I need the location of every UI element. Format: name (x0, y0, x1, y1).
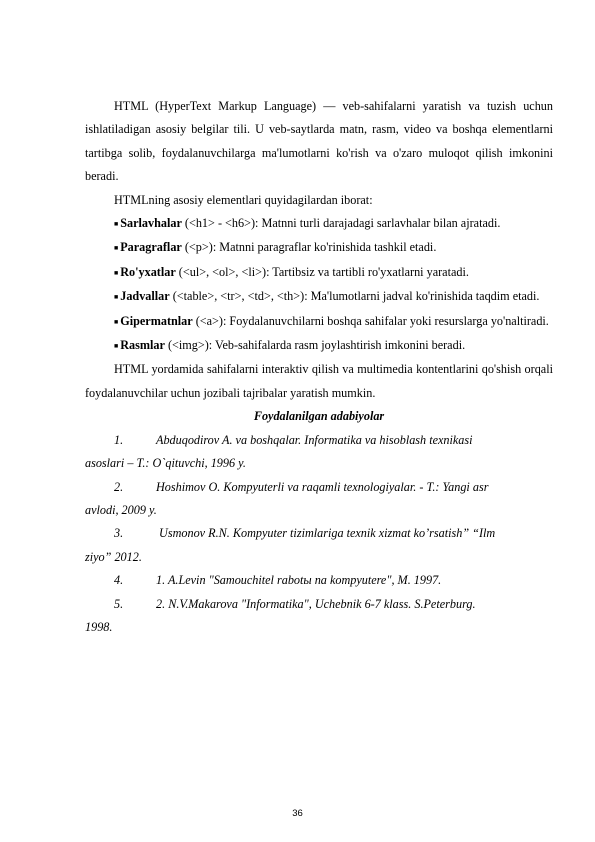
reference-continuation: avlodi, 2009 y. (85, 502, 157, 517)
reference-number: 5. (114, 596, 124, 611)
elements-bullet-list (85, 212, 553, 358)
bullet-icon: ■ (114, 342, 119, 351)
bullet-term: Rasmlar (120, 338, 165, 353)
bullet-item (85, 212, 553, 236)
bullet-item (85, 236, 553, 260)
bullet-term: Jadvallar (120, 289, 170, 304)
reference-item (85, 593, 553, 616)
reference-text: 2. N.V.Makarova "Informatika", Uchebnik 6-7 klass. S.Peterburg. (156, 596, 476, 611)
bullet-item (85, 310, 553, 334)
bullet-desc: (<table>, <tr>, <td>, <th>): Ma'lumotlarni jadval ko'rinishida taqdim etadi. (169, 289, 540, 304)
reference-text: Usmonov R.N. Kompyuter tizimlariga texnik xizmat ko’rsatish” “Ilm (156, 526, 496, 541)
bullet-term: Paragraflar (120, 240, 182, 255)
reference-item (85, 476, 553, 499)
bullet-desc: (<ul>, <ol>, <li>): Tartibsiz va tartibli ro'yxatlarni yaratadi. (175, 264, 469, 279)
bullet-desc: (<a>): Foydalanuvchilarni boshqa sahifalar yoki resurslarga yo'naltiradi. (192, 313, 549, 328)
reference-continuation: asoslari – T.: O`qituvchi, 1996 y. (85, 456, 246, 471)
reference-text: 1. A.Levin "Samouchitel rabotы na kompyutere", M. 1997. (156, 573, 442, 588)
bullet-icon: ■ (114, 220, 119, 229)
document-page (85, 95, 553, 639)
bullet-item (85, 261, 553, 285)
bullet-desc: (<img>): Veb-sahifalarda rasm joylashtirish imkonini beradi. (164, 338, 466, 353)
bullet-term: Gipermatnlar (120, 313, 193, 328)
bullet-term: Sarlavhalar (120, 216, 182, 231)
bullet-item (85, 285, 553, 309)
reference-item (85, 522, 553, 545)
bullet-icon: ■ (114, 244, 119, 253)
bullet-item (85, 334, 553, 358)
conclusion-paragraph: HTML yordamida sahifalarni interaktiv qilish va multimedia kontentlarini qo'shish orqali foydalanuvchilar uchun jozibali tajribalar yaratish mumkin. (85, 362, 553, 400)
reference-number: 2. (114, 479, 124, 494)
bullet-icon: ■ (114, 293, 119, 302)
reference-text: Abduqodirov A. va boshqalar. Informatika va hisoblash texnikasi (156, 432, 473, 447)
bullet-term: Ro'yxatlar (120, 264, 176, 279)
reference-continuation: ziyo” 2012. (85, 549, 142, 564)
bullet-desc: (<p>): Matnni paragraflar ko'rinishida tashkil etadi. (181, 240, 437, 255)
reference-number: 4. (114, 573, 124, 588)
references-title: Foydalanilgan adabiyolar (253, 409, 385, 424)
intro-paragraph: HTML (HyperText Markup Language) — veb-sahifalarni yaratish va tuzish uchun ishlatiladigan asosiy belgilar tili. U veb-saytlarda matn, rasm, video va boshqa elementlarni tartibga solib, foydalanuvchilarga ma'lumotlarni ko'rish va o'zaro muloqot qilish imkonini beradi. (85, 99, 553, 184)
reference-item (85, 569, 553, 592)
reference-text: Hoshimov O. Kompyuterli va raqamli texnologiyalar. - T.: Yangi asr (156, 479, 489, 494)
reference-item (85, 429, 553, 452)
bullet-icon: ■ (114, 268, 119, 277)
bullet-desc: (<h1> - <h6>): Matnni turli darajadagi sarlavhalar bilan ajratadi. (181, 216, 501, 231)
reference-number: 3. (114, 526, 124, 541)
reference-number: 1. (114, 432, 124, 447)
bullet-icon: ■ (114, 317, 119, 326)
references-list (85, 429, 553, 640)
elements-lead-paragraph: HTMLning asosiy elementlari quyidagilardan iborat: (114, 192, 373, 207)
page-number: 36 (292, 808, 303, 819)
reference-continuation: 1998. (85, 619, 113, 634)
